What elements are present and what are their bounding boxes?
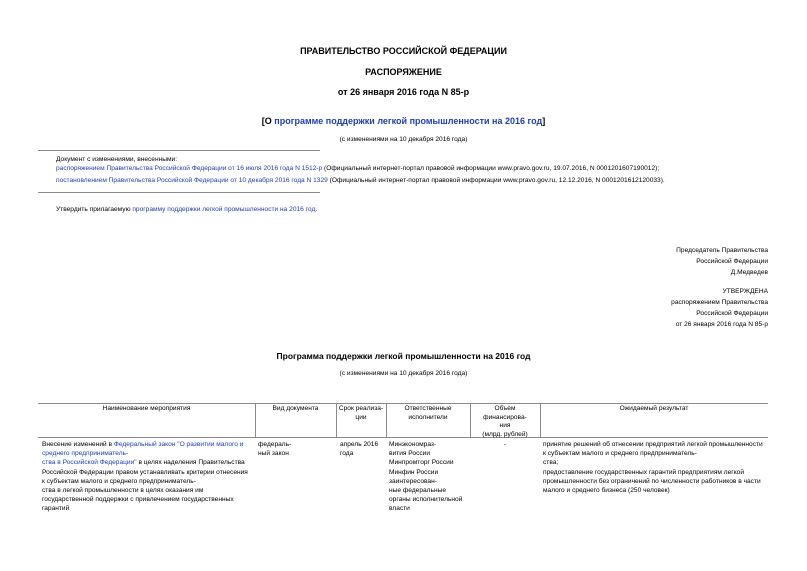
header-volume — [470, 405, 540, 439]
approved-label: УТВЕРЖДЕНА — [722, 288, 768, 295]
approved-country: Российской Федерации — [696, 310, 768, 317]
row1-resp-line: Минфин России — [389, 468, 439, 476]
header-resp-line: Ответственные — [404, 405, 452, 412]
change-link-1[interactable]: распоряжением Правительства Российской Федерации от 16 июля 2016 года N 1512-р — [56, 165, 323, 172]
document-title — [0, 116, 807, 126]
row1-name-line: государственной поддержки с привлечением государственных — [42, 496, 234, 504]
row1-resp-line: ные федеральные — [389, 487, 447, 495]
row1-resp-line: органы исполнительной — [389, 496, 463, 504]
row1-name-text: в целях наделения Правительства — [136, 459, 245, 467]
row1-term — [340, 440, 378, 458]
header-result: Ожидаемый результат — [619, 405, 689, 412]
header-term-line: ции — [355, 413, 367, 421]
row1-name-line: Российской Федерации правом устанавливать критерии отнесения — [42, 468, 248, 476]
header-vol-line: ния — [499, 422, 511, 430]
document-date: от 26 января 2016 года N 85-р — [337, 87, 470, 97]
header-term-line: Срок реализа- — [338, 405, 384, 412]
row1-result-line: предоставление государственных гарантий предприятиям легкой — [543, 468, 745, 476]
row1-resp-line: вития России — [389, 450, 431, 458]
change-item-2 — [56, 177, 665, 184]
change-item-1 — [56, 165, 659, 172]
row1-result-line: к субъектам малого и среднего предприниматель- — [543, 450, 697, 458]
approve-text: Утвердить прилагаемую — [56, 206, 133, 213]
approve-end: . — [315, 206, 318, 213]
row1-resp-line: Минэкономраз- — [389, 441, 437, 448]
header-vol-line: финансирова- — [483, 413, 527, 421]
row1-name-line: к субъектам малого и среднего предприниматель- — [42, 477, 196, 485]
program-title: Программа поддержки легкой промышленности на 2016 год — [276, 351, 531, 361]
header-vol-line: (млрд. рублей) — [482, 430, 528, 438]
header-vol-line: Объем — [494, 405, 516, 412]
title-bracket-close: ] — [542, 116, 546, 126]
signature-name: Д.Медведев — [730, 269, 768, 276]
approve-paragraph — [56, 206, 317, 213]
row1-result-line: принятие решений об отнесении предприятий легкой промышленности — [543, 441, 763, 448]
row1-name — [42, 440, 248, 514]
table-top-border — [38, 403, 768, 404]
row1-term-line: апрель 2016 — [340, 441, 379, 448]
change-text-1: (Официальный интернет-портал правовой информации www.pravo.gov.ru, 19.07.2016, N 0001201607190012); — [322, 165, 660, 172]
row1-name-line: ства в легкой промышленности в целях оказания им — [42, 487, 204, 495]
header-resp-line: исполнители — [408, 413, 448, 421]
row1-result — [543, 440, 763, 495]
row1-result-line: промышленности без ограничений по численности работников в части — [543, 477, 761, 485]
row1-responsible — [389, 440, 462, 514]
row1-term-line: года — [340, 450, 354, 458]
separator-bottom — [38, 192, 320, 193]
header-term — [336, 405, 386, 422]
row1-resp-line: Минпромторг России — [389, 459, 454, 467]
government-heading: ПРАВИТЕЛЬСТВО РОССИЙСКОЙ ФЕДЕРАЦИИ — [300, 46, 507, 56]
approved-by: распоряжением Правительства — [671, 299, 768, 306]
change-text-2: (Официальный интернет-портал правовой информации www.pravo.gov.ru, 12.12.2016, N 0001201612120033). — [327, 177, 665, 184]
title-link[interactable]: программе поддержки легкой промышленности на 2016 год — [274, 116, 543, 126]
header-doctype: Вид документа — [272, 405, 319, 412]
amendment-note: (с изменениями на 10 декабря 2016 года) — [339, 136, 468, 143]
document-type: РАСПОРЯЖЕНИЕ — [365, 67, 442, 77]
signature-country: Российской Федерации — [696, 258, 768, 265]
row1-result-line: малого и среднего бизнеса (250 человек) — [543, 487, 670, 495]
row1-doctype-line: федераль- — [258, 441, 292, 448]
header-name: Наименование мероприятия — [102, 405, 191, 412]
separator-top — [38, 150, 320, 151]
row1-law-link-end[interactable]: ства в Российской Федерации" — [42, 459, 137, 467]
header-responsible — [386, 405, 470, 422]
row1-doctype-line: ный закон — [258, 450, 289, 458]
row1-law-link-cont[interactable]: среднего предприниматель- — [42, 450, 129, 458]
row1-name-line: гарантий — [42, 505, 70, 513]
row1-name-prefix: Внесение изменений в — [42, 441, 114, 448]
row1-volume: - — [503, 441, 507, 448]
row1-result-line: ства; — [543, 459, 559, 467]
table-header-border — [38, 437, 768, 438]
signature-title: Председатель Правительства — [676, 247, 768, 254]
changes-intro: Документ с изменениями, внесенными: — [56, 156, 178, 163]
program-amendment-note: (с изменениями на 10 декабря 2016 года) — [339, 370, 468, 377]
change-link-2[interactable]: постановлением Правительства Российской Федерации от 10 декабря 2016 года N 1329 — [56, 177, 328, 184]
row1-resp-line: заинтересован- — [389, 477, 437, 485]
approve-link[interactable]: программу поддержки легкой промышленности на 2016 год — [132, 206, 316, 213]
row1-law-link[interactable]: Федеральный закон "О развитии малого и — [113, 441, 244, 448]
row1-resp-line: власти — [389, 505, 410, 513]
approved-date: от 26 января 2016 года N 85-р — [675, 321, 768, 328]
title-bracket-open: [О — [261, 116, 275, 126]
row1-doctype — [258, 440, 291, 458]
